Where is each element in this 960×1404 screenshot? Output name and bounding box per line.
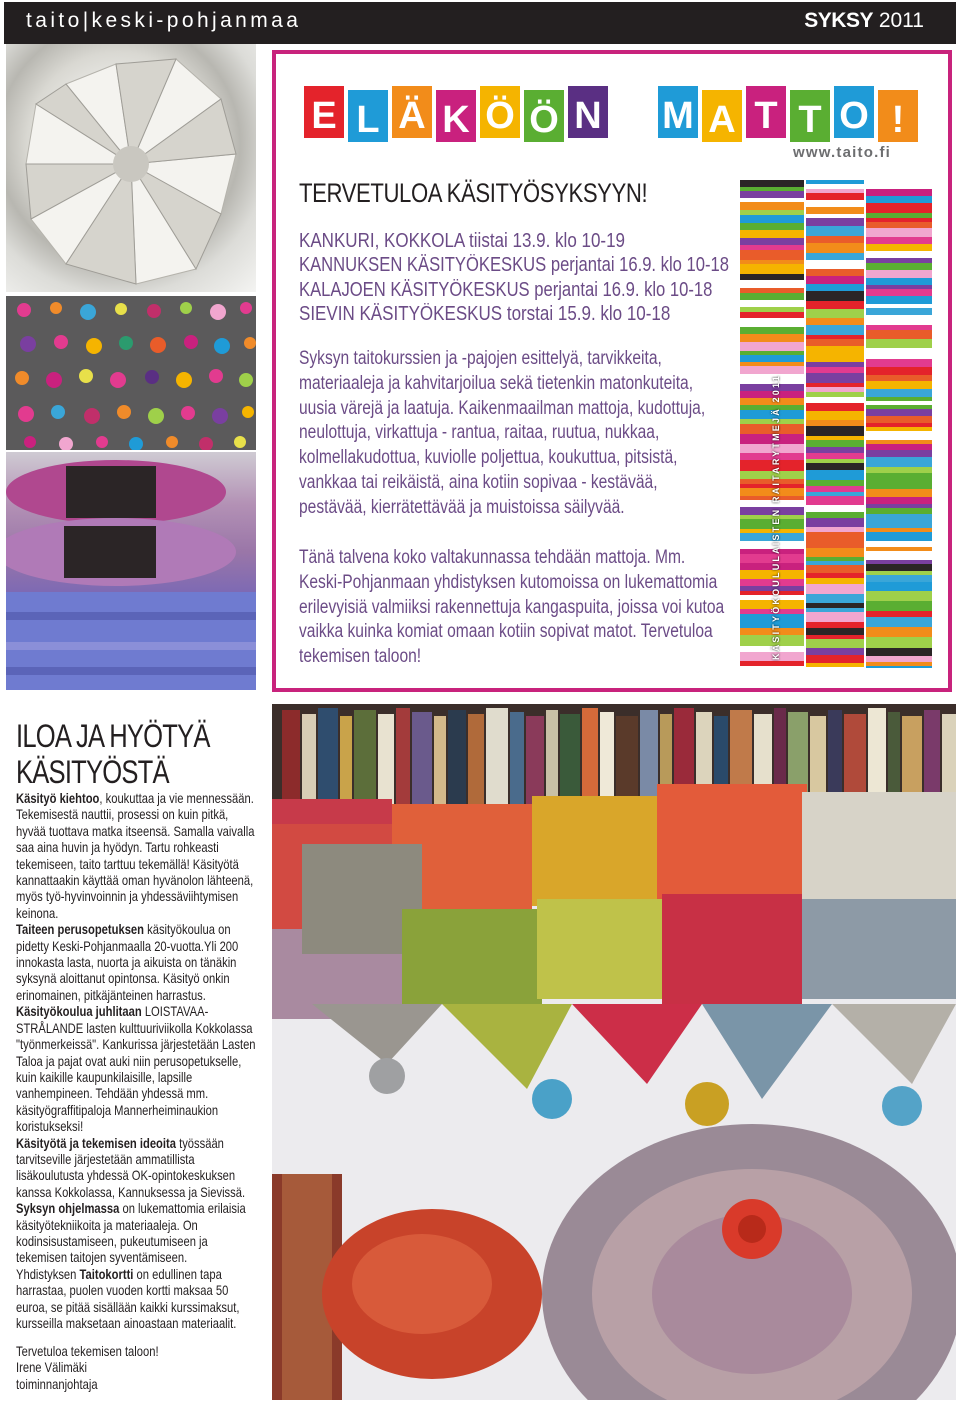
rug-stripe bbox=[866, 359, 932, 367]
rug-stripe bbox=[866, 304, 932, 308]
rug-stripe bbox=[866, 551, 932, 560]
rug-stripe bbox=[866, 541, 932, 547]
rug-stripe bbox=[806, 325, 864, 335]
rug-stripe bbox=[806, 459, 864, 463]
lead-phrase: Käsityö kiehtoo bbox=[16, 790, 100, 806]
rug-stripe bbox=[740, 322, 804, 327]
rug-stripe bbox=[806, 505, 864, 512]
rug-stripe bbox=[806, 291, 864, 301]
rug-stripe bbox=[740, 661, 804, 666]
logo-letter: ! bbox=[891, 99, 905, 141]
rug-photo-caption: KÄSITYÖKOULULAISTEN RAITARYTMEJÄ 2011 bbox=[771, 374, 781, 660]
rug-stripe bbox=[806, 628, 864, 635]
rug-stripe bbox=[806, 276, 864, 284]
rug-stripe bbox=[806, 284, 864, 291]
rug-stripe bbox=[740, 230, 804, 238]
rug-stripe bbox=[806, 383, 864, 387]
rug-stripe bbox=[806, 492, 864, 496]
logo-letter: T bbox=[754, 95, 778, 137]
rug-stripe bbox=[806, 578, 864, 584]
rug-stripe bbox=[740, 210, 804, 215]
rug-stripe bbox=[740, 355, 804, 362]
rug-stripe bbox=[866, 423, 932, 427]
rug-stripe bbox=[740, 307, 804, 312]
rug-stripe bbox=[866, 180, 932, 189]
rug-stripe bbox=[866, 189, 932, 196]
schedule-item: SIEVIN KÄSITYÖKESKUS torstai 15.9. klo 10-18 bbox=[299, 303, 671, 325]
rug-stripe bbox=[866, 497, 932, 504]
rug-stripe bbox=[866, 325, 932, 330]
rug-stripe bbox=[740, 318, 804, 322]
rug-stripe bbox=[866, 436, 932, 440]
lead-phrase: Taiteen perusopetuksen bbox=[16, 921, 145, 938]
rug-stripe bbox=[740, 293, 804, 300]
rug-stripe bbox=[866, 514, 932, 523]
logo-letter: O bbox=[839, 95, 869, 137]
rug-stripe bbox=[866, 431, 932, 436]
rug-stripe bbox=[866, 467, 932, 473]
rug-stripe bbox=[866, 560, 932, 564]
rug-stripe bbox=[806, 189, 864, 193]
rug-stripe bbox=[806, 301, 864, 309]
rug-stripe bbox=[806, 403, 864, 411]
article-paragraph bbox=[16, 1200, 259, 1266]
rug-stripe bbox=[806, 532, 864, 542]
rug-stripe bbox=[866, 258, 932, 263]
lead-phrase: Käsityökoulua juhlitaan bbox=[16, 1003, 142, 1020]
rug-stripe bbox=[806, 557, 864, 561]
rug-stripe bbox=[740, 327, 804, 334]
rug-invitation: Tänä talvena koko valtakunnassa tehdään mattoja. Mm. Keski-Pohjanmaan yhdistyksen kutomoissa on lukemattomia erilevyisiä valmiiksi rakennettuja kangaspuita, joissa voi kutoa vaikka kuinka komiat omaan kotiin sopivat matot. Tervetuloa tekemisen taloon! bbox=[299, 547, 725, 668]
rug-stripe bbox=[806, 440, 864, 447]
rug-stripe bbox=[740, 245, 804, 250]
knitted-blanket-photo bbox=[272, 704, 956, 1400]
rug-stripe bbox=[806, 612, 864, 622]
rug-stripe bbox=[740, 362, 804, 366]
logo-letter: M bbox=[662, 95, 694, 137]
rug-stripe bbox=[866, 409, 932, 416]
rug-stripe bbox=[866, 270, 932, 278]
logo-letter: E bbox=[311, 95, 337, 137]
rug-stripe bbox=[806, 392, 864, 397]
rug-stripe bbox=[740, 250, 804, 260]
article-paragraph bbox=[16, 790, 259, 921]
rug-stripe bbox=[806, 548, 864, 557]
article-title-line: KÄSITYÖSTÄ bbox=[16, 754, 169, 790]
rug-stripe bbox=[866, 222, 932, 228]
rug-stripe bbox=[866, 416, 932, 423]
logo-letter: A bbox=[708, 99, 736, 141]
rug-stripe bbox=[806, 447, 864, 453]
rug-stripe bbox=[866, 444, 932, 450]
logo-letter: Ä bbox=[398, 95, 426, 137]
rug-stripe bbox=[866, 666, 932, 668]
rug-stripe bbox=[806, 387, 864, 392]
rug-stripe bbox=[806, 512, 864, 518]
lead-phrase: Käsityötä ja tekemisen ideoita bbox=[16, 1134, 176, 1151]
rug-stripe bbox=[740, 300, 804, 307]
rug-stripe bbox=[806, 663, 864, 667]
rug-stripe bbox=[806, 573, 864, 578]
article-paragraph bbox=[16, 1266, 259, 1332]
rug-stripe bbox=[866, 228, 932, 237]
rug-stripe bbox=[740, 191, 804, 198]
rug-stripe bbox=[866, 375, 932, 381]
rug-stripe bbox=[806, 214, 864, 218]
article-paragraph bbox=[16, 921, 259, 1003]
rug-stripe bbox=[806, 269, 864, 276]
yarn-skeins-illustration bbox=[6, 452, 256, 690]
rug-stripe bbox=[866, 263, 932, 270]
event-description: Syksyn taitokurssien ja -pajojen esittelyä, tarvikkeita, materiaaleja ja kahvitarjoilua sekä tietenkin matonkuteita, uusia värejä ja laatuja. Kaikenmaailman mattoja, kudottuja, neulottuja, virkattuja - rantua, raitaa, ruutua, nukkaa, kolmellakudottua, kuviolle poljettua, koukuttua, pitsistä, vankkaa tai reikäistä, aina kotiin sopivaa - kestävää, pestävää, kierrätettävää ja muistoissa säilyvää. bbox=[299, 348, 706, 518]
rug-stripe bbox=[806, 667, 864, 668]
rug-stripe bbox=[866, 473, 932, 480]
rug-stripe bbox=[806, 207, 864, 214]
rug-stripe bbox=[806, 584, 864, 594]
article-paragraph bbox=[16, 1003, 259, 1134]
website-url: www.taito.fi bbox=[793, 144, 892, 161]
rug-stripe bbox=[806, 436, 864, 440]
rug-stripe bbox=[740, 202, 804, 210]
rug-stripe bbox=[866, 532, 932, 541]
rug-stripe bbox=[740, 223, 804, 230]
rug-stripe bbox=[740, 264, 804, 274]
felt-beads-illustration bbox=[6, 296, 256, 450]
rug-stripe bbox=[866, 440, 932, 444]
rug-stripe bbox=[806, 346, 864, 354]
article-title bbox=[16, 718, 272, 790]
rug-stripe bbox=[806, 184, 864, 189]
lead-phrase: Syksyn ohjelmassa bbox=[16, 1200, 120, 1217]
rug-stripe bbox=[866, 401, 932, 405]
rug-stripe bbox=[806, 470, 864, 480]
rug-stripe bbox=[806, 608, 864, 612]
yarn-skeins-photo bbox=[6, 452, 256, 690]
rug-stripe bbox=[866, 489, 932, 497]
rug-stripe bbox=[806, 397, 864, 403]
paragraph-text: työssään tarvitseville järjestetään ammatillista lisäkoulutusta yhdessä OK-opintokeskuksen kanssa Kokkolassa, Kannuksessa ja Sievissä. bbox=[16, 1134, 246, 1200]
rug-stripe bbox=[866, 367, 932, 375]
rug-stripe bbox=[806, 411, 864, 420]
author-role: toiminnanjohtaja bbox=[16, 1375, 98, 1392]
rug-stripe bbox=[866, 648, 932, 656]
rug-stripe bbox=[866, 611, 932, 617]
rug-stripe bbox=[866, 508, 932, 514]
rug-stripe bbox=[806, 480, 864, 486]
rug-stripe bbox=[806, 542, 864, 548]
rug-stripe bbox=[740, 312, 804, 318]
season-label: SYKSY bbox=[804, 9, 873, 32]
article-paragraph bbox=[16, 1135, 259, 1201]
rug-stripe bbox=[866, 389, 932, 397]
rug-stripe bbox=[866, 450, 932, 457]
rug-stripe bbox=[740, 366, 804, 374]
rug-stripe bbox=[806, 496, 864, 505]
rug-stripe bbox=[806, 243, 864, 253]
rug-stripe bbox=[740, 187, 804, 191]
rug-stripe bbox=[806, 565, 864, 573]
rug-stripe bbox=[806, 486, 864, 492]
rug-stripe bbox=[866, 564, 932, 571]
rug-stripe bbox=[866, 427, 932, 431]
rug-stripe bbox=[806, 354, 864, 362]
article-title-line: ILOA JA HYÖTYÄ bbox=[16, 718, 210, 754]
rug-stripe bbox=[806, 236, 864, 243]
rug-stripe bbox=[806, 463, 864, 470]
rug-stripe bbox=[866, 397, 932, 401]
rug-stripe bbox=[866, 523, 932, 528]
rug-stripe bbox=[806, 226, 864, 236]
striped-rugs-photo bbox=[740, 180, 932, 668]
paragraph-text: Yhdistyksen bbox=[16, 1265, 80, 1282]
rug-stripe bbox=[740, 288, 804, 293]
schedule-item: KANNUKSEN KÄSITYÖKESKUS perjantai 16.9. klo 10-18 bbox=[299, 254, 729, 276]
rug-stripe bbox=[806, 180, 864, 184]
issue-year: 2011 bbox=[878, 9, 924, 32]
rug-stripe bbox=[806, 260, 864, 269]
rug-stripe bbox=[740, 274, 804, 280]
logo-letter: Ö bbox=[529, 99, 559, 141]
logo-letter: K bbox=[442, 99, 470, 141]
rug-stripe bbox=[866, 289, 932, 296]
issue-label bbox=[804, 9, 924, 33]
rug-stripe bbox=[866, 504, 932, 508]
paragraph-text: LOISTAVAA-STRÅLANDE lasten kulttuuriviikolla Kokkolassa "työnmerkeissä". Kankurissa järjestetään Lasten Taloa ja pajat ovat auki niin perusopetukselle, kuin kaikille kaupunkilaisille, lapsille vanhempineen. Tehdään yhdessä mm. käsityögraffitipaloja Mannerheiminaukion koristukseksi! bbox=[16, 1003, 256, 1135]
logo-letter: T bbox=[798, 99, 822, 141]
rug-stripe bbox=[866, 339, 932, 348]
rug-stripe bbox=[866, 601, 932, 611]
rug-stripe bbox=[866, 330, 932, 339]
rug-stripe bbox=[806, 453, 864, 459]
author-name: Irene Välimäki bbox=[16, 1359, 87, 1376]
rug-stripe bbox=[806, 518, 864, 527]
rug-stripe bbox=[866, 244, 932, 251]
rug-stripe bbox=[866, 203, 932, 213]
rug-stripe bbox=[740, 180, 804, 187]
rug-stripe bbox=[866, 308, 932, 315]
closing-line: Tervetuloa tekemisen taloon! bbox=[16, 1343, 159, 1359]
article-body bbox=[16, 790, 259, 1331]
rug-stripe bbox=[866, 617, 932, 627]
rug-stripe bbox=[866, 285, 932, 289]
signature-block bbox=[16, 1343, 159, 1392]
rug-stripe bbox=[740, 280, 804, 288]
rug-stripe bbox=[806, 527, 864, 532]
rug-stripe bbox=[806, 193, 864, 200]
logo-letter: L bbox=[356, 99, 380, 141]
rug-stripe bbox=[866, 457, 932, 467]
rug-stripe bbox=[806, 603, 864, 608]
knitted-blanket-illustration bbox=[272, 704, 956, 1400]
rug-stripe bbox=[806, 218, 864, 226]
rug-stripe bbox=[866, 575, 932, 582]
rug-stripe bbox=[806, 373, 864, 383]
rug-stripe bbox=[866, 218, 932, 222]
rug-stripe bbox=[740, 215, 804, 223]
rug-stripe bbox=[866, 480, 932, 489]
rug-stripe bbox=[740, 238, 804, 245]
paragraph-text: on lukemattomia erilaisia käsityötekniikoita ja materiaaleja. On kodinsisustamiseen, pukeutumiseen ja tekemisen taitojen syventämiseen. bbox=[16, 1200, 246, 1266]
paragraph-text: on edullinen tapa harrastaa, puolen vuoden kortti maksaa 50 euroa, se pitää sisällään kaikki kurssimaksut, kursseilla maksetaan ainoastaan materiaalit. bbox=[16, 1265, 240, 1331]
felt-beads-photo bbox=[6, 296, 256, 450]
rug-stripe bbox=[740, 351, 804, 355]
rug-stripe bbox=[806, 635, 864, 639]
rug-stripe bbox=[806, 639, 864, 648]
rug-stripe bbox=[806, 318, 864, 325]
rug-stripe bbox=[866, 381, 932, 389]
rug-stripe bbox=[866, 315, 932, 325]
rug-stripe bbox=[866, 591, 932, 601]
rug-stripe bbox=[866, 627, 932, 637]
rug-stripe bbox=[866, 348, 932, 355]
logo-letter: Ö bbox=[485, 95, 515, 137]
rug-stripe bbox=[806, 335, 864, 339]
rug-stripe bbox=[866, 213, 932, 218]
paper-flower-photo bbox=[6, 44, 256, 292]
rug-stripe bbox=[740, 198, 804, 202]
logo-letter: N bbox=[574, 95, 602, 137]
publication-title: taito|keski-pohjanmaa bbox=[26, 9, 302, 32]
rug-stripe bbox=[866, 547, 932, 551]
rug-stripe bbox=[866, 237, 932, 244]
rug-stripe bbox=[866, 296, 932, 304]
rug-stripe bbox=[806, 648, 864, 655]
rug-stripe bbox=[866, 643, 932, 648]
rug-stripe bbox=[740, 342, 804, 351]
rug-stripe bbox=[866, 637, 932, 643]
rug-stripe bbox=[806, 426, 864, 436]
paper-flower-illustration bbox=[6, 44, 256, 292]
rug-stripe bbox=[806, 309, 864, 318]
rug-stripe bbox=[866, 278, 932, 285]
rug-stripe bbox=[806, 655, 864, 663]
paragraph-text: käsityökoulua on pidetty Keski-Pohjanmaalla 20-vuotta.Yli 200 innokasta lasta, nuorta ja aikuista on tänäkin syksynä aloittanut opintonsa. Käsityö onkin erinomainen, pitkäjänteinen harrastus. bbox=[16, 921, 239, 1003]
rug-stripe bbox=[866, 528, 932, 532]
rug-stripe bbox=[740, 260, 804, 264]
rug-stripe bbox=[866, 196, 932, 203]
rug-stripe bbox=[806, 367, 864, 373]
rug-stripe bbox=[866, 251, 932, 258]
rug-stripe bbox=[806, 339, 864, 346]
rug-stripe bbox=[740, 334, 804, 342]
rug-stripe bbox=[806, 594, 864, 603]
lead-phrase: Taitokortti bbox=[79, 1265, 134, 1282]
rug-stripe bbox=[806, 200, 864, 207]
rug-stripe bbox=[866, 571, 932, 575]
rug-stripe bbox=[866, 656, 932, 662]
rug-stripe bbox=[806, 362, 864, 367]
rug-stripe bbox=[806, 561, 864, 565]
paragraph-text: , koukuttaa ja vie mennessään. Tekemisestä nauttii, prosessi on kuin pitkä, hyvää tuottava matka itseensä. Samalla vaivalla saa aina huvin ja hyödyn. Tartu rohkeasti tekemiseen, taito tarttuu tekemällä! Käsityötä kannattaakin käyttää oman hyvänolon lähteenä, myös työ-hyvinvoinnin ja yhdessäviihtymisen keinona. bbox=[16, 790, 255, 921]
rug-stripe bbox=[866, 662, 932, 666]
rug-stripe bbox=[806, 622, 864, 628]
rug-stripe bbox=[740, 666, 804, 668]
welcome-title: TERVETULOA KÄSITYÖSYKSYYN! bbox=[299, 178, 648, 208]
schedule-item: KANKURI, KOKKOLA tiistai 13.9. klo 10-19 bbox=[299, 230, 625, 252]
schedule-item: KALAJOEN KÄSITYÖKESKUS perjantai 16.9. klo 10-18 bbox=[299, 279, 713, 301]
rug-stripe bbox=[806, 253, 864, 260]
rug-stripe bbox=[866, 355, 932, 359]
rug-stripe bbox=[866, 405, 932, 409]
rug-stripe bbox=[866, 582, 932, 591]
rug-stripe bbox=[806, 420, 864, 426]
